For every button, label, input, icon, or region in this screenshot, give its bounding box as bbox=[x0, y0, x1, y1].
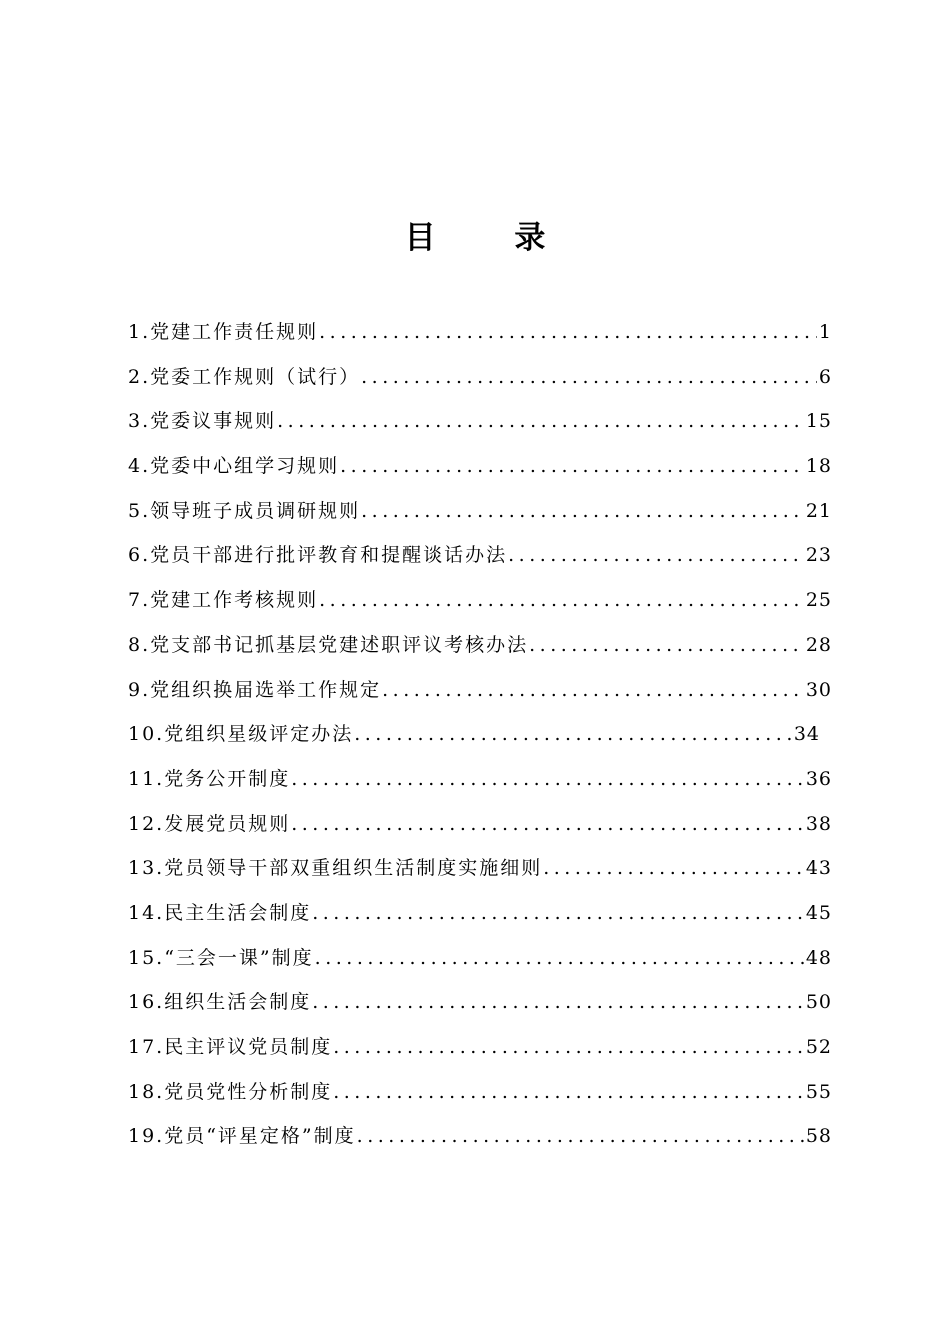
toc-entry-label: 2.党委工作规则（试行） bbox=[128, 365, 361, 388]
toc-leader-dots bbox=[291, 806, 804, 842]
toc-leader-dots bbox=[361, 359, 817, 395]
page-title: 目 录 bbox=[404, 220, 580, 256]
toc-entry bbox=[128, 1029, 832, 1074]
toc-leader-dots bbox=[333, 1074, 804, 1110]
toc-leader-dots bbox=[315, 940, 804, 976]
toc-entry-page: 15 bbox=[805, 410, 832, 433]
toc-leader-dots bbox=[291, 761, 804, 797]
toc-entry-page: 52 bbox=[805, 1036, 832, 1058]
toc-entry-label: 3.党委议事规则 bbox=[128, 410, 277, 433]
toc-entry bbox=[128, 627, 832, 672]
toc-leader-dots bbox=[357, 1118, 804, 1154]
toc-entry bbox=[128, 850, 832, 895]
toc-entry-label: 16.组织生活会制度 bbox=[128, 991, 312, 1014]
toc-entry-label: 1.党建工作责任规则 bbox=[128, 321, 319, 343]
toc-entry-label: 11.党务公开制度 bbox=[128, 767, 291, 790]
toc-entry bbox=[128, 761, 832, 806]
toc-entry-label: 12.发展党员规则 bbox=[128, 812, 291, 835]
table-of-contents bbox=[128, 314, 832, 1163]
toc-entry-page: 6 bbox=[818, 365, 832, 388]
toc-entry-label: 10.党组织星级评定办法 bbox=[128, 723, 354, 746]
toc-entry bbox=[128, 895, 832, 940]
toc-entry-label: 13.党员领导干部双重组织生活制度实施细则 bbox=[128, 857, 543, 880]
toc-entry bbox=[128, 984, 832, 1029]
toc-entry-page: 38 bbox=[805, 812, 832, 835]
toc-entry bbox=[128, 940, 832, 985]
toc-entry-label: 4.党委中心组学习规则 bbox=[128, 455, 340, 478]
toc-entry bbox=[128, 582, 832, 627]
toc-entry-label: 7.党建工作考核规则 bbox=[128, 589, 319, 612]
toc-entry-page: 25 bbox=[805, 589, 832, 612]
toc-leader-dots bbox=[508, 537, 804, 573]
toc-entry-page: 21 bbox=[805, 499, 832, 522]
toc-entry bbox=[128, 1074, 832, 1119]
toc-entry-page: 34 bbox=[793, 723, 820, 746]
toc-leader-dots bbox=[312, 895, 804, 931]
toc-entry-page: 23 bbox=[805, 544, 832, 567]
toc-leader-dots bbox=[382, 672, 804, 708]
toc-leader-dots bbox=[529, 627, 804, 663]
toc-entry-label: 15.“三会一课”制度 bbox=[128, 946, 314, 969]
toc-entry-page: 36 bbox=[805, 767, 832, 790]
toc-entry-page: 43 bbox=[805, 857, 832, 880]
toc-entry-label: 14.民主生活会制度 bbox=[128, 901, 312, 924]
toc-leader-dots bbox=[277, 403, 804, 439]
toc-entry bbox=[128, 806, 832, 851]
toc-entry-page: 48 bbox=[805, 946, 832, 969]
toc-entry bbox=[128, 1118, 832, 1163]
toc-entry bbox=[128, 403, 832, 448]
toc-entry-label: 19.党员“评星定格”制度 bbox=[128, 1125, 356, 1148]
toc-entry-label: 9.党组织换届选举工作规定 bbox=[128, 678, 382, 701]
toc-leader-dots bbox=[333, 1029, 804, 1065]
toc-entry-page: 28 bbox=[805, 633, 832, 656]
toc-leader-dots bbox=[361, 493, 804, 529]
toc-entry bbox=[128, 672, 832, 717]
toc-entry-page: 50 bbox=[805, 991, 832, 1014]
toc-entry bbox=[128, 493, 832, 538]
toc-entry-label: 17.民主评议党员制度 bbox=[128, 1036, 333, 1058]
toc-entry-page: 18 bbox=[805, 455, 832, 478]
toc-entry-page: 58 bbox=[805, 1125, 832, 1148]
toc-leader-dots bbox=[543, 850, 804, 886]
toc-leader-dots bbox=[319, 314, 817, 350]
toc-entry-page: 1 bbox=[818, 321, 832, 343]
toc-entry-page: 30 bbox=[805, 678, 832, 701]
toc-entry bbox=[128, 359, 832, 404]
toc-entry-page: 55 bbox=[805, 1080, 832, 1103]
toc-entry-label: 8.党支部书记抓基层党建述职评议考核办法 bbox=[128, 633, 529, 656]
toc-entry bbox=[128, 314, 832, 359]
toc-entry-label: 5.领导班子成员调研规则 bbox=[128, 499, 361, 522]
toc-entry-label: 18.党员党性分析制度 bbox=[128, 1080, 333, 1103]
toc-entry-label: 6.党员干部进行批评教育和提醒谈话办法 bbox=[128, 544, 508, 567]
toc-entry-page: 45 bbox=[805, 901, 832, 924]
toc-entry bbox=[128, 537, 832, 582]
toc-entry bbox=[128, 448, 832, 493]
toc-leader-dots bbox=[354, 716, 792, 752]
toc-leader-dots bbox=[340, 448, 804, 484]
toc-entry bbox=[128, 716, 832, 761]
toc-leader-dots bbox=[319, 582, 804, 618]
toc-leader-dots bbox=[312, 984, 804, 1020]
